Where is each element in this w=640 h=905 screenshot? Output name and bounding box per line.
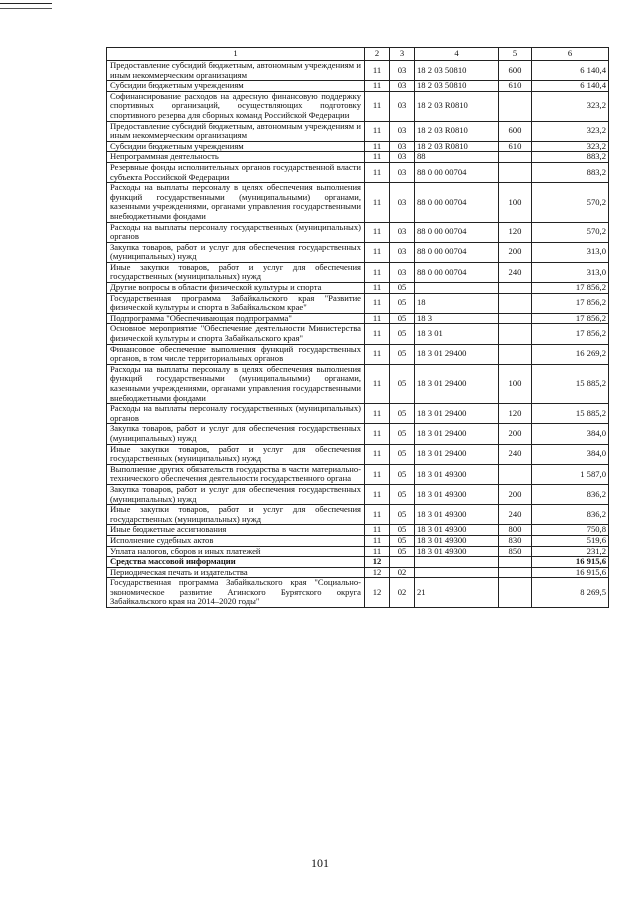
row-subsection: 03 (390, 81, 415, 92)
row-subsection: 05 (390, 546, 415, 557)
row-target-code: 18 2 03 R0810 (415, 91, 499, 121)
row-name: Закупка товаров, работ и услуг для обеспечения государственных (муниципальных) нужд (107, 424, 365, 444)
row-amount: 883,2 (532, 162, 609, 182)
row-subsection: 03 (390, 262, 415, 282)
row-target-code: 18 3 01 29400 (415, 364, 499, 403)
row-expense-type: 830 (499, 535, 532, 546)
row-name: Другие вопросы в области физической культуры и спорта (107, 283, 365, 294)
table-row (107, 535, 609, 546)
row-section: 11 (365, 162, 390, 182)
row-expense-type: 850 (499, 546, 532, 557)
table-row (107, 525, 609, 536)
row-amount: 313,0 (532, 242, 609, 262)
row-section: 11 (365, 262, 390, 282)
table-row (107, 222, 609, 242)
row-name: Предоставление субсидий бюджетным, автономным учреждениям и иным некоммерческим организациям (107, 61, 365, 81)
row-expense-type (499, 152, 532, 163)
row-subsection: 03 (390, 91, 415, 121)
row-target-code: 18 3 01 49300 (415, 525, 499, 536)
table-row (107, 505, 609, 525)
row-section: 11 (365, 81, 390, 92)
row-section: 11 (365, 364, 390, 403)
table-row (107, 364, 609, 403)
row-subsection: 05 (390, 484, 415, 504)
table-row (107, 324, 609, 344)
row-subsection: 05 (390, 324, 415, 344)
row-name: Иные закупки товаров, работ и услуг для обеспечения государственных (муниципальных) нужд (107, 505, 365, 525)
table-row (107, 121, 609, 141)
row-expense-type: 800 (499, 525, 532, 536)
row-target-code: 88 0 00 00704 (415, 262, 499, 282)
table-row (107, 404, 609, 424)
row-expense-type: 200 (499, 484, 532, 504)
row-target-code: 21 (415, 578, 499, 608)
row-amount: 15 885,2 (532, 404, 609, 424)
row-section: 11 (365, 222, 390, 242)
row-target-code: 18 3 01 49300 (415, 505, 499, 525)
row-target-code: 18 3 01 49300 (415, 484, 499, 504)
row-section: 11 (365, 404, 390, 424)
table-row (107, 464, 609, 484)
row-amount: 519,6 (532, 535, 609, 546)
row-target-code: 18 (415, 293, 499, 313)
row-target-code: 18 3 (415, 313, 499, 324)
table-row (107, 61, 609, 81)
header-row (107, 48, 609, 61)
row-amount: 323,2 (532, 141, 609, 152)
row-expense-type: 610 (499, 141, 532, 152)
row-section: 11 (365, 242, 390, 262)
row-section: 11 (365, 61, 390, 81)
row-target-code: 88 (415, 152, 499, 163)
row-expense-type: 240 (499, 262, 532, 282)
table-row (107, 293, 609, 313)
row-expense-type: 240 (499, 444, 532, 464)
row-section: 11 (365, 313, 390, 324)
row-amount: 883,2 (532, 152, 609, 163)
row-target-code (415, 283, 499, 294)
row-amount: 17 856,2 (532, 313, 609, 324)
top-left-rule-secondary (0, 8, 52, 9)
row-amount: 231,2 (532, 546, 609, 557)
row-expense-type: 240 (499, 505, 532, 525)
row-subsection: 02 (390, 567, 415, 578)
table-row (107, 183, 609, 222)
table-row (107, 152, 609, 163)
row-expense-type (499, 324, 532, 344)
row-amount: 17 856,2 (532, 293, 609, 313)
row-section: 11 (365, 484, 390, 504)
table-row (107, 162, 609, 182)
row-section: 11 (365, 141, 390, 152)
row-expense-type: 120 (499, 404, 532, 424)
row-target-code: 18 2 03 50810 (415, 61, 499, 81)
row-target-code: 18 3 01 29400 (415, 344, 499, 364)
row-name: Средства массовой информации (107, 557, 365, 568)
row-expense-type (499, 578, 532, 608)
row-section: 11 (365, 464, 390, 484)
table-row (107, 484, 609, 504)
row-subsection: 03 (390, 141, 415, 152)
row-target-code: 18 3 01 29400 (415, 404, 499, 424)
row-subsection: 05 (390, 293, 415, 313)
top-left-rule (0, 3, 52, 4)
budget-table (106, 47, 609, 608)
row-amount: 313,0 (532, 262, 609, 282)
row-subsection: 03 (390, 222, 415, 242)
row-section: 11 (365, 283, 390, 294)
row-expense-type: 120 (499, 222, 532, 242)
page-number: 101 (311, 856, 329, 870)
table-row (107, 344, 609, 364)
row-section: 11 (365, 183, 390, 222)
row-section: 11 (365, 535, 390, 546)
row-target-code: 18 3 01 49300 (415, 546, 499, 557)
row-section: 11 (365, 324, 390, 344)
row-target-code: 88 0 00 00704 (415, 183, 499, 222)
table-row (107, 578, 609, 608)
row-expense-type: 200 (499, 424, 532, 444)
row-amount: 836,2 (532, 484, 609, 504)
row-name: Непрограммная деятельность (107, 152, 365, 163)
row-subsection: 05 (390, 464, 415, 484)
row-subsection: 03 (390, 162, 415, 182)
row-name: Иные закупки товаров, работ и услуг для обеспечения государственных (муниципальных) нужд (107, 262, 365, 282)
row-amount: 323,2 (532, 121, 609, 141)
row-section: 11 (365, 344, 390, 364)
row-amount: 15 885,2 (532, 364, 609, 403)
row-name: Иные закупки товаров, работ и услуг для обеспечения государственных (муниципальных) нужд (107, 444, 365, 464)
row-expense-type (499, 567, 532, 578)
row-target-code: 88 0 00 00704 (415, 242, 499, 262)
row-section: 12 (365, 567, 390, 578)
row-name: Подпрограмма "Обеспечивающая подпрограмма" (107, 313, 365, 324)
row-name: Исполнение судебных актов (107, 535, 365, 546)
row-amount: 16 269,2 (532, 344, 609, 364)
row-target-code (415, 567, 499, 578)
row-subsection: 05 (390, 505, 415, 525)
row-amount: 8 269,5 (532, 578, 609, 608)
row-name: Расходы на выплаты персоналу в целях обеспечения выполнения функций государственными (муниципальными) органами, казенными учреждениями, органами управления государственными внебюджетными фондами (107, 364, 365, 403)
row-amount: 1 587,0 (532, 464, 609, 484)
row-expense-type (499, 557, 532, 568)
table-row (107, 91, 609, 121)
table-row (107, 242, 609, 262)
row-name: Субсидии бюджетным учреждениям (107, 141, 365, 152)
row-subsection: 05 (390, 283, 415, 294)
row-subsection: 03 (390, 152, 415, 163)
row-expense-type: 610 (499, 81, 532, 92)
header-cell-6: 6 (532, 48, 609, 61)
header-cell-3: 3 (390, 48, 415, 61)
row-expense-type: 100 (499, 364, 532, 403)
row-name: Государственная программа Забайкальского края "Социально-экономическое развитие Агинского Бурятского округа Забайкальского края на 2014–2020 годы" (107, 578, 365, 608)
row-expense-type (499, 464, 532, 484)
row-section: 12 (365, 557, 390, 568)
row-section: 11 (365, 424, 390, 444)
table-row (107, 262, 609, 282)
row-name: Финансовое обеспечение выполнения функций государственных органов, в том числе территориальных органов (107, 344, 365, 364)
row-amount: 6 140,4 (532, 81, 609, 92)
row-expense-type: 100 (499, 183, 532, 222)
row-target-code: 18 2 03 50810 (415, 81, 499, 92)
row-name: Закупка товаров, работ и услуг для обеспечения государственных (муниципальных) нужд (107, 242, 365, 262)
row-amount: 17 856,2 (532, 283, 609, 294)
row-amount: 384,0 (532, 444, 609, 464)
table-row (107, 546, 609, 557)
row-amount: 16 915,6 (532, 567, 609, 578)
row-target-code: 18 3 01 49300 (415, 464, 499, 484)
row-name: Расходы на выплаты персоналу государственных (муниципальных) органов (107, 404, 365, 424)
row-section: 11 (365, 505, 390, 525)
header-cell-1: 1 (107, 48, 365, 61)
row-subsection: 05 (390, 313, 415, 324)
row-target-code: 18 3 01 29400 (415, 444, 499, 464)
row-subsection: 05 (390, 424, 415, 444)
table-row (107, 81, 609, 92)
row-subsection: 03 (390, 121, 415, 141)
row-name: Резервные фонды исполнительных органов государственной власти субъекта Российской Федерации (107, 162, 365, 182)
row-section: 11 (365, 444, 390, 464)
row-name: Расходы на выплаты персоналу в целях обеспечения выполнения функций государственными (муниципальными) органами, казенными учреждениями, органами управления государственными внебюджетными фондами (107, 183, 365, 222)
row-amount: 570,2 (532, 183, 609, 222)
row-amount: 6 140,4 (532, 61, 609, 81)
row-name: Выполнение других обязательств государства в части материально-технического обеспечения деятельности государственного органа (107, 464, 365, 484)
row-subsection: 05 (390, 344, 415, 364)
row-amount: 750,8 (532, 525, 609, 536)
row-expense-type (499, 91, 532, 121)
row-name: Основное мероприятие "Обеспечение деятельности Министерства физической культуры и спорта Забайкальского края" (107, 324, 365, 344)
row-subsection: 05 (390, 404, 415, 424)
table-row (107, 557, 609, 568)
row-amount: 836,2 (532, 505, 609, 525)
row-target-code: 18 3 01 49300 (415, 535, 499, 546)
table-row (107, 313, 609, 324)
row-expense-type: 600 (499, 61, 532, 81)
row-name: Государственная программа Забайкальского края "Развитие физической культуры и спорта в Забайкальском крае" (107, 293, 365, 313)
row-name: Расходы на выплаты персоналу государственных (муниципальных) органов (107, 222, 365, 242)
row-subsection: 03 (390, 61, 415, 81)
table-row (107, 567, 609, 578)
table-row (107, 283, 609, 294)
row-section: 11 (365, 121, 390, 141)
row-expense-type (499, 162, 532, 182)
row-expense-type: 600 (499, 121, 532, 141)
table-row (107, 141, 609, 152)
row-subsection: 03 (390, 183, 415, 222)
row-amount: 570,2 (532, 222, 609, 242)
row-subsection: 05 (390, 535, 415, 546)
row-target-code: 88 0 00 00704 (415, 222, 499, 242)
row-subsection: 02 (390, 578, 415, 608)
row-amount: 17 856,2 (532, 324, 609, 344)
row-amount: 323,2 (532, 91, 609, 121)
row-section: 11 (365, 293, 390, 313)
row-name: Периодическая печать и издательства (107, 567, 365, 578)
row-expense-type (499, 313, 532, 324)
row-expense-type (499, 293, 532, 313)
row-name: Субсидии бюджетным учреждениям (107, 81, 365, 92)
row-name: Иные бюджетные ассигнования (107, 525, 365, 536)
row-section: 11 (365, 91, 390, 121)
row-target-code: 88 0 00 00704 (415, 162, 499, 182)
row-target-code: 18 2 03 R0810 (415, 121, 499, 141)
header-cell-5: 5 (499, 48, 532, 61)
row-subsection: 05 (390, 444, 415, 464)
row-subsection (390, 557, 415, 568)
row-subsection: 03 (390, 242, 415, 262)
row-name: Софинансирование расходов на адресную финансовую поддержку спортивных организаций, осуществляющих подготовку спортивного резерва для сборных команд Российской Федерации (107, 91, 365, 121)
row-name: Уплата налогов, сборов и иных платежей (107, 546, 365, 557)
row-section: 12 (365, 578, 390, 608)
row-target-code: 18 2 03 R0810 (415, 141, 499, 152)
row-subsection: 05 (390, 525, 415, 536)
header-cell-4: 4 (415, 48, 499, 61)
row-section: 11 (365, 546, 390, 557)
row-name: Предоставление субсидий бюджетным, автономным учреждениям и иным некоммерческим организациям (107, 121, 365, 141)
row-section: 11 (365, 525, 390, 536)
row-target-code (415, 557, 499, 568)
row-expense-type (499, 283, 532, 294)
row-expense-type (499, 344, 532, 364)
row-target-code: 18 3 01 (415, 324, 499, 344)
row-subsection: 05 (390, 364, 415, 403)
row-amount: 384,0 (532, 424, 609, 444)
table-row (107, 424, 609, 444)
table-row (107, 444, 609, 464)
row-expense-type: 200 (499, 242, 532, 262)
row-amount: 16 915,6 (532, 557, 609, 568)
row-target-code: 18 3 01 29400 (415, 424, 499, 444)
row-section: 11 (365, 152, 390, 163)
header-cell-2: 2 (365, 48, 390, 61)
row-name: Закупка товаров, работ и услуг для обеспечения государственных (муниципальных) нужд (107, 484, 365, 504)
